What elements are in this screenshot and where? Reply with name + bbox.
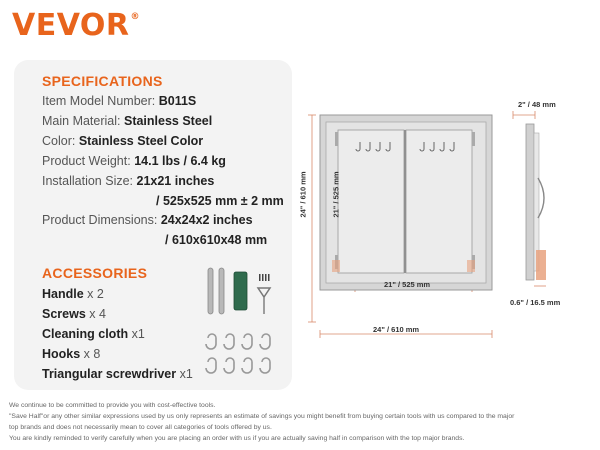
inner-height-label: 21" / 525 mm [331, 171, 341, 218]
specifications-title: SPECIFICATIONS [42, 73, 163, 89]
disclaimer-line: We continue to be committed to provide you with cost-effective tools. [9, 402, 216, 409]
accessory-cleaning-cloth: Cleaning cloth x1 [42, 327, 145, 341]
brand-logo: VEVOR® [12, 8, 141, 43]
hooks-icon [206, 334, 270, 373]
disclaimer-line: You are kindly reminded to verify carefully when you are placing an order with us if you are actually saving half in comparison with the top major brands. [9, 435, 465, 442]
accessories-illustration [198, 262, 288, 387]
accessory-screwdriver: Triangular screwdriver x1 [42, 367, 193, 381]
spec-install-size-metric: / 525x525 mm ± 2 mm [156, 194, 284, 208]
accessory-hooks: Hooks x 8 [42, 347, 101, 361]
spec-install-size: Installation Size: 21x21 inches [42, 174, 215, 188]
screws-icon [259, 274, 270, 281]
spec-model: Item Model Number: B011S [42, 94, 197, 108]
spec-dimensions-metric: / 610x610x48 mm [165, 233, 268, 247]
right-door [406, 130, 472, 273]
inner-width-label: 21" / 525 mm [384, 280, 431, 289]
handle-icon [208, 268, 224, 314]
hinge-icon [472, 132, 475, 146]
outer-height-label: 24" / 610 mm [298, 171, 308, 218]
disclaimer-line: top brands and does not necessarily mean to cover all categories of tools offered by us. [9, 424, 272, 431]
accessory-handle: Handle x 2 [42, 287, 104, 301]
disclaimer-line: "Save Half"or any other similar expressions used by us only represents an estimate of savings you might benefit from buying certain tools with us compared to the major [9, 413, 515, 420]
depth-label: 2" / 48 mm [518, 100, 556, 109]
outer-width-label: 24" / 610 mm [373, 325, 420, 334]
spec-dimensions: Product Dimensions: 24x24x2 inches [42, 213, 253, 227]
screwdriver-icon [258, 288, 270, 314]
hinge-icon [335, 132, 338, 146]
spec-color: Color: Stainless Steel Color [42, 134, 204, 148]
accessories-title: ACCESSORIES [42, 265, 148, 281]
left-door [338, 130, 404, 273]
flange-label: 0.6" / 16.5 mm [510, 298, 561, 307]
cleaning-cloth-icon [234, 272, 247, 310]
spec-material: Main Material: Stainless Steel [42, 114, 213, 128]
accessory-screws: Screws x 4 [42, 307, 106, 321]
spec-weight: Product Weight: 14.1 lbs / 6.4 kg [42, 154, 226, 168]
